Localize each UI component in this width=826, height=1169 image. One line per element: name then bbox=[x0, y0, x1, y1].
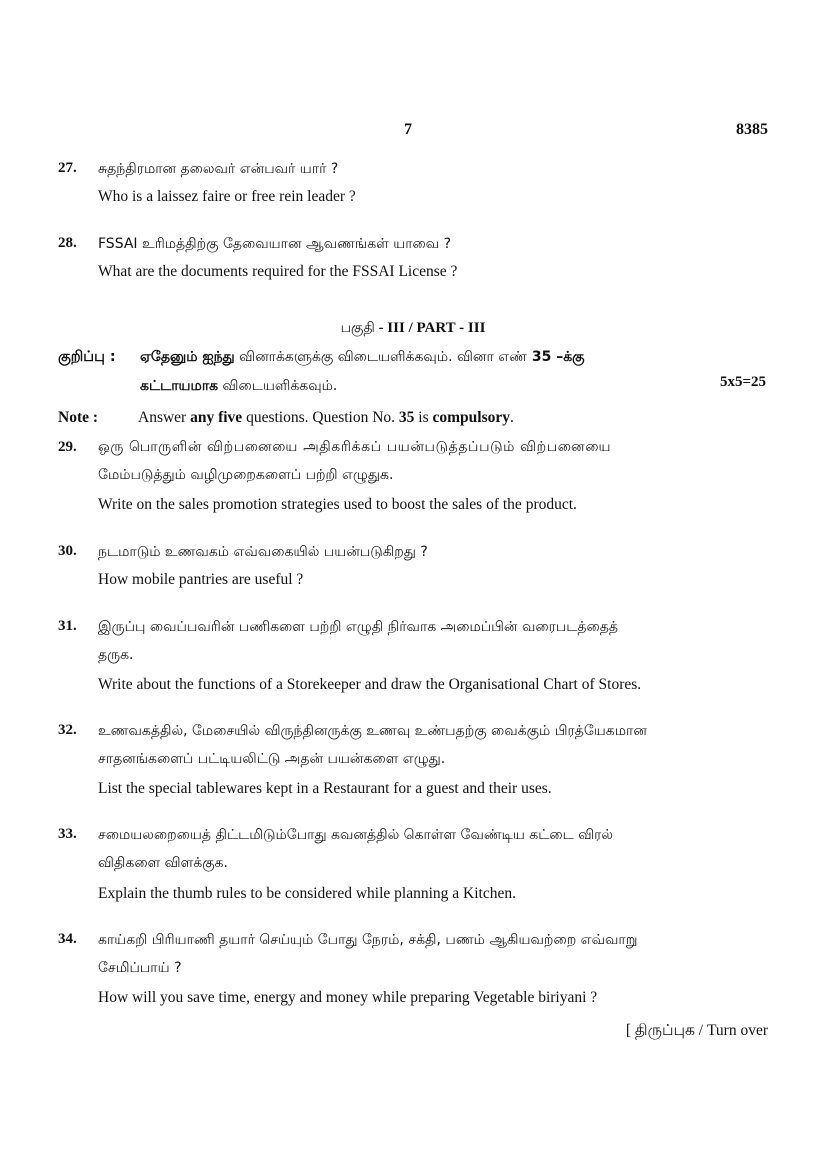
note-segment: . bbox=[510, 409, 514, 426]
question-number: 33. bbox=[58, 826, 77, 842]
tamil-instruction-text: வினாக்களுக்கு விடையளிக்கவும். வினா எண் bbox=[234, 349, 527, 365]
tamil-instruction-line-2 bbox=[140, 378, 337, 396]
question-tamil: சுதந்திரமான தலைவர் என்பவர் யார் ? bbox=[98, 161, 339, 177]
paper-code: 8385 bbox=[736, 121, 768, 138]
question-tamil: நடமாடும் உணவகம் எவ்வகையில் பயன்படுகிறது ? bbox=[98, 544, 428, 560]
note-segment: compulsory bbox=[432, 409, 510, 426]
question-tamil: சாதனங்களைப் பட்டியலிட்டு அதன் பயன்களை எழுது. bbox=[98, 751, 446, 767]
note-segment: Answer bbox=[138, 409, 191, 426]
question-tamil: உணவகத்தில், மேசையில் விருந்தினருக்கு உணவு உண்பதற்கு வைக்கும் பிரத்யேகமான bbox=[98, 723, 647, 739]
tamil-instruction-bold: ஏதேனும் ஐந்து bbox=[140, 349, 235, 365]
note-segment: 35 bbox=[398, 409, 415, 426]
tamil-instruction-line-1 bbox=[140, 349, 585, 367]
turn-over-note: [ திருப்புக / Turn over bbox=[625, 1022, 768, 1039]
tamil-instruction-bold: கட்டாயமாக bbox=[140, 378, 219, 394]
question-tamil: விதிகளை விளக்குக. bbox=[98, 855, 228, 871]
part-heading-label: - III / PART - III bbox=[374, 320, 486, 336]
note-segment: is bbox=[414, 409, 433, 426]
question-english: How will you save time, energy and money while preparing Vegetable biriyani ? bbox=[98, 989, 598, 1006]
page-number: 7 bbox=[404, 121, 412, 138]
question-english: List the special tablewares kept in a Restaurant for a guest and their uses. bbox=[98, 780, 552, 797]
question-number: 28. bbox=[58, 235, 77, 251]
question-tamil: சமையலறையைத் திட்டமிடும்போது கவனத்தில் கொள்ள வேண்டிய கட்டை விரல் bbox=[98, 827, 613, 843]
question-number: 27. bbox=[58, 160, 77, 176]
tamil-instruction-bold: 35 –க்கு bbox=[527, 349, 585, 365]
question-english: How mobile pantries are useful ? bbox=[98, 571, 304, 588]
question-tamil: இருப்பு வைப்பவரின் பணிகளை பற்றி எழுதி நிர்வாக அமைப்பின் வரைபடத்தைத் bbox=[98, 619, 618, 635]
question-number: 32. bbox=[58, 722, 77, 738]
question-english: Explain the thumb rules to be considered while planning a Kitchen. bbox=[98, 885, 516, 902]
question-english: Write about the functions of a Storekeeper and draw the Organisational Chart of Stores. bbox=[98, 676, 642, 693]
note-segment: any five bbox=[190, 409, 243, 426]
question-english: What are the documents required for the FSSAI License ? bbox=[98, 263, 458, 280]
question-tamil: மேம்படுத்தும் வழிமுறைகளைப் பற்றி எழுதுக. bbox=[98, 467, 394, 483]
question-number: 29. bbox=[58, 439, 77, 455]
marks-allocation: 5x5=25 bbox=[719, 374, 766, 390]
question-english: Who is a laissez faire or free rein leader ? bbox=[98, 188, 356, 205]
question-number: 30. bbox=[58, 543, 77, 559]
question-english: Write on the sales promotion strategies used to boost the sales of the product. bbox=[98, 496, 577, 513]
part-heading bbox=[0, 320, 826, 338]
part-heading-tamil: பகுதி bbox=[340, 320, 375, 336]
question-number: 34. bbox=[58, 931, 77, 947]
tamil-instruction-text: விடையளிக்கவும். bbox=[218, 378, 338, 394]
note-label: Note : bbox=[58, 409, 99, 426]
question-tamil: காய்கறி பிரியாணி தயார் செய்யும் போது நேரம், சக்தி, பணம் ஆகியவற்றை எவ்வாறு bbox=[98, 932, 638, 948]
question-tamil: தருக. bbox=[98, 647, 134, 663]
question-tamil: ஒரு பொருளின் விற்பனையை அதிகரிக்கப் பயன்படுத்தப்படும் விற்பனையை bbox=[98, 439, 612, 455]
question-tamil: சேமிப்பாய் ? bbox=[98, 960, 182, 976]
question-tamil: FSSAI உரிமத்திற்கு தேவையான ஆவணங்கள் யாவை ? bbox=[98, 236, 452, 252]
note-segment: questions. Question No. bbox=[242, 409, 399, 426]
tamil-note-label: குறிப்பு : bbox=[58, 349, 116, 365]
note-text bbox=[138, 409, 514, 427]
question-number: 31. bbox=[58, 618, 77, 634]
